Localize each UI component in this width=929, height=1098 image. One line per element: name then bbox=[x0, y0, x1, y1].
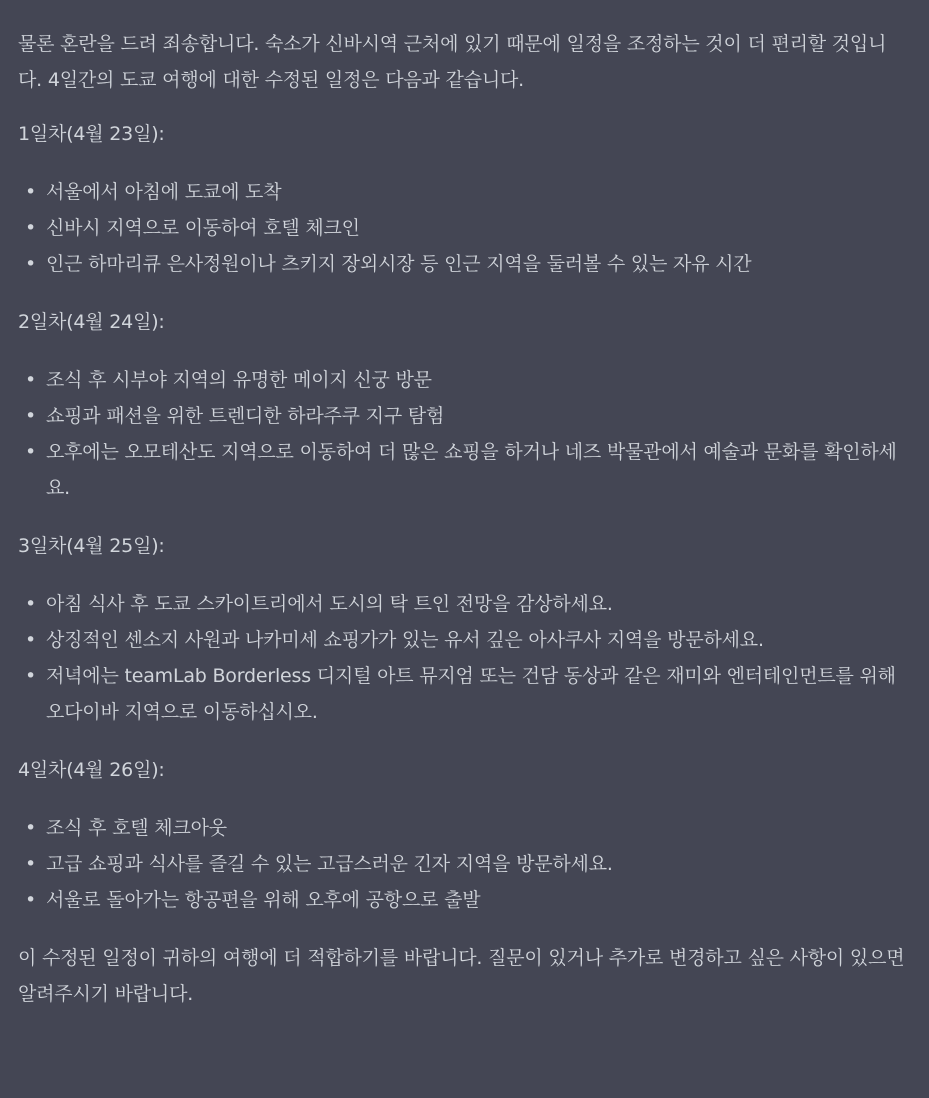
day-title: 2일차(4월 24일): bbox=[18, 311, 165, 333]
bullet-icon: • bbox=[25, 889, 37, 911]
bullet-icon: • bbox=[25, 181, 37, 203]
intro-paragraph: 물론 혼란을 드려 죄송합니다. 숙소가 신바시역 근처에 있기 때문에 일정을 조정하는 것이 더 편리할 것입니다. 4일간의 도쿄 여행에 대한 수정된 일정은 다음과 같습니다. bbox=[18, 33, 887, 91]
list-item bbox=[18, 622, 909, 658]
list-item bbox=[18, 398, 909, 434]
day-title: 3일차(4월 25일): bbox=[18, 535, 165, 557]
list-item-text: 상징적인 센소지 사원과 나카미세 쇼핑가가 있는 유서 깊은 아사쿠사 지역을 방문하세요. bbox=[46, 629, 764, 651]
bullet-icon: • bbox=[25, 665, 37, 687]
list-item-text: 저녁에는 teamLab Borderless 디지털 아트 뮤지엄 또는 건담 동상과 같은 재미와 엔터테인먼트를 위해 오다이바 지역으로 이동하십시오. bbox=[46, 665, 896, 723]
day-item-list bbox=[18, 362, 909, 506]
bullet-icon: • bbox=[25, 405, 37, 427]
list-item-text: 서울에서 아침에 도쿄에 도착 bbox=[46, 181, 282, 203]
bullet-icon: • bbox=[25, 369, 37, 391]
list-item bbox=[18, 882, 909, 918]
list-item-text: 조식 후 호텔 체크아웃 bbox=[46, 817, 227, 839]
closing-paragraph: 이 수정된 일정이 귀하의 여행에 더 적합하기를 바랍니다. 질문이 있거나 추가로 변경하고 싶은 사항이 있으면 알려주시기 바랍니다. bbox=[18, 947, 905, 1005]
bullet-icon: • bbox=[25, 853, 37, 875]
list-item-text: 쇼핑과 패션을 위한 트렌디한 하라주쿠 지구 탐험 bbox=[46, 405, 445, 427]
bullet-icon: • bbox=[25, 217, 37, 239]
day-item-list bbox=[18, 586, 909, 730]
list-item-text: 아침 식사 후 도쿄 스카이트리에서 도시의 탁 트인 전망을 감상하세요. bbox=[46, 593, 613, 615]
day-item-list bbox=[18, 810, 909, 918]
list-item bbox=[18, 362, 909, 398]
day-block-4 bbox=[18, 752, 909, 918]
bullet-icon: • bbox=[25, 441, 37, 463]
list-item bbox=[18, 246, 909, 282]
day-block-1 bbox=[18, 116, 909, 282]
list-item bbox=[18, 434, 909, 506]
list-item-text: 인근 하마리큐 은사정원이나 츠키지 장외시장 등 인근 지역을 둘러볼 수 있는 자유 시간 bbox=[46, 253, 752, 275]
day-title: 1일차(4월 23일): bbox=[18, 123, 165, 145]
list-item bbox=[18, 174, 909, 210]
list-item bbox=[18, 210, 909, 246]
day-block-2 bbox=[18, 304, 909, 506]
bullet-icon: • bbox=[25, 817, 37, 839]
bullet-icon: • bbox=[25, 629, 37, 651]
list-item bbox=[18, 586, 909, 622]
list-item bbox=[18, 846, 909, 882]
list-item-text: 서울로 돌아가는 항공편을 위해 오후에 공항으로 출발 bbox=[46, 889, 481, 911]
list-item-text: 고급 쇼핑과 식사를 즐길 수 있는 고급스러운 긴자 지역을 방문하세요. bbox=[46, 853, 613, 875]
bullet-icon: • bbox=[25, 253, 37, 275]
list-item bbox=[18, 658, 909, 730]
day-block-3 bbox=[18, 528, 909, 730]
day-item-list bbox=[18, 174, 909, 282]
list-item bbox=[18, 810, 909, 846]
list-item-text: 조식 후 시부야 지역의 유명한 메이지 신궁 방문 bbox=[46, 369, 432, 391]
day-title: 4일차(4월 26일): bbox=[18, 759, 165, 781]
list-item-text: 오후에는 오모테산도 지역으로 이동하여 더 많은 쇼핑을 하거나 네즈 박물관에서 예술과 문화를 확인하세요. bbox=[46, 441, 897, 499]
list-item-text: 신바시 지역으로 이동하여 호텔 체크인 bbox=[46, 217, 360, 239]
bullet-icon: • bbox=[25, 593, 37, 615]
